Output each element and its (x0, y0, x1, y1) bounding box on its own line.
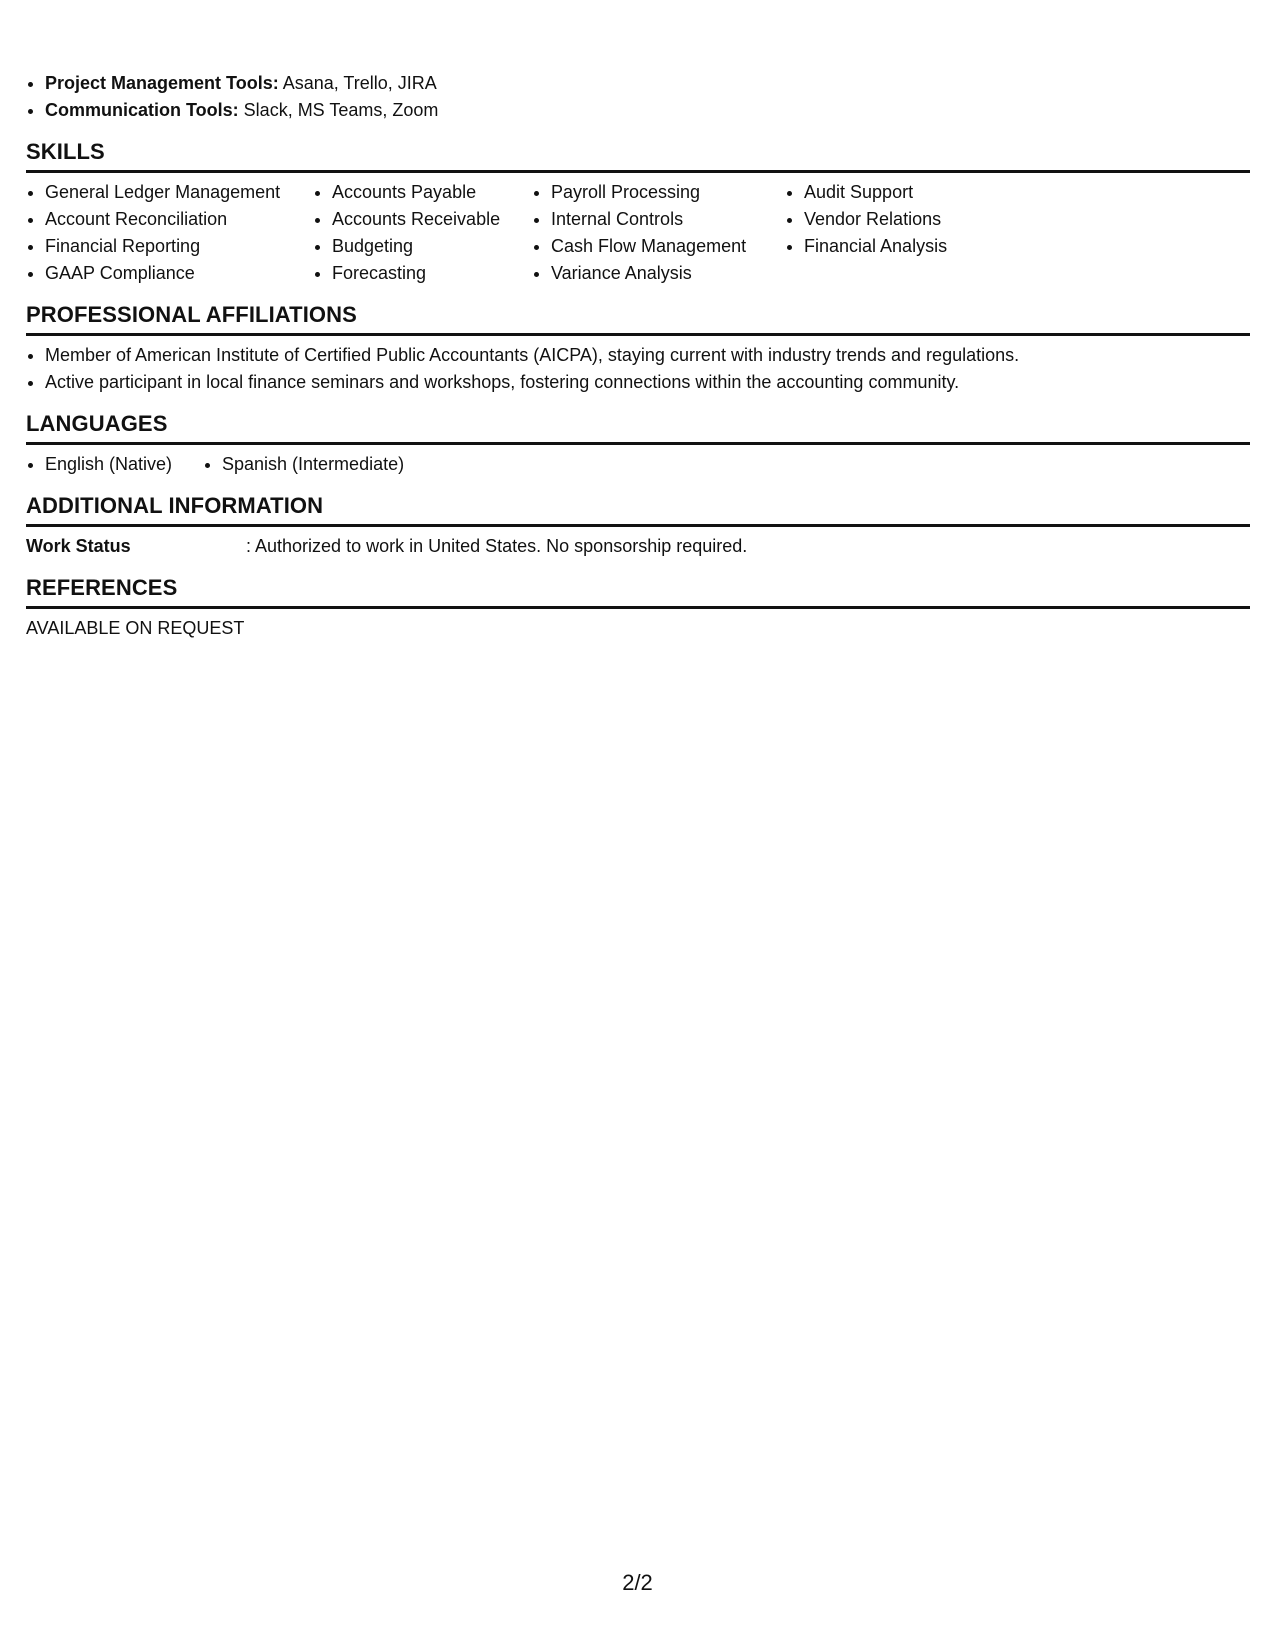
skills-column-2 (313, 179, 532, 287)
references-text: AVAILABLE ON REQUEST (26, 618, 245, 638)
section-title: PROFESSIONAL AFFILIATIONS (26, 301, 1250, 336)
affiliations-section (26, 301, 1250, 396)
languages-row (26, 451, 1250, 478)
additional-section (26, 492, 1250, 560)
list-item: • Internal Controls (551, 206, 785, 233)
references-section (26, 574, 1250, 642)
section-title: REFERENCES (26, 574, 1250, 609)
list-item: • Member of American Institute of Certified Public Accountants (AICPA), staying current with industry trends and regulations. (45, 342, 1250, 369)
list-item: • GAAP Compliance (45, 260, 313, 287)
list-item: • Budgeting (332, 233, 532, 260)
list-item: • Active participant in local finance seminars and workshops, fostering connections within the accounting community. (45, 369, 1250, 396)
page-number: 2/2 (622, 1570, 653, 1595)
list-item: • Financial Reporting (45, 233, 313, 260)
list-item: • Cash Flow Management (551, 233, 785, 260)
languages-section (26, 410, 1250, 478)
list-item: • Payroll Processing (551, 179, 785, 206)
skills-columns (26, 179, 1250, 287)
skills-column-3 (532, 179, 785, 287)
list-item: • Accounts Receivable (332, 206, 532, 233)
section-title: LANGUAGES (26, 410, 1250, 445)
list-item: • Accounts Payable (332, 179, 532, 206)
work-status-value: : Authorized to work in United States. No sponsorship required. (246, 536, 748, 556)
list-item: • Project Management Tools: Asana, Trello, JIRA (45, 70, 1250, 97)
list-item: • Forecasting (332, 260, 532, 287)
list-item: • Vendor Relations (804, 206, 1104, 233)
resume-page (26, 70, 1250, 642)
list-item: • Account Reconciliation (45, 206, 313, 233)
work-status-label: Work Status (26, 536, 131, 556)
list-item: • Variance Analysis (551, 260, 785, 287)
work-status-row (26, 533, 1250, 560)
tools-list (26, 70, 1250, 124)
list-item: • Financial Analysis (804, 233, 1104, 260)
affiliations-list (26, 342, 1250, 396)
skills-column-4 (785, 179, 1104, 287)
list-item: • General Ledger Management (45, 179, 313, 206)
skills-column-1 (26, 179, 313, 287)
list-item: • Audit Support (804, 179, 1104, 206)
section-title: ADDITIONAL INFORMATION (26, 492, 1250, 527)
languages-column-1 (26, 451, 203, 478)
languages-column-2 (203, 451, 404, 478)
skills-section (26, 138, 1250, 287)
section-title: SKILLS (26, 138, 1250, 173)
list-item: • Communication Tools: Slack, MS Teams, Zoom (45, 97, 1250, 124)
list-item: • Spanish (Intermediate) (222, 451, 404, 478)
list-item: • English (Native) (45, 451, 203, 478)
